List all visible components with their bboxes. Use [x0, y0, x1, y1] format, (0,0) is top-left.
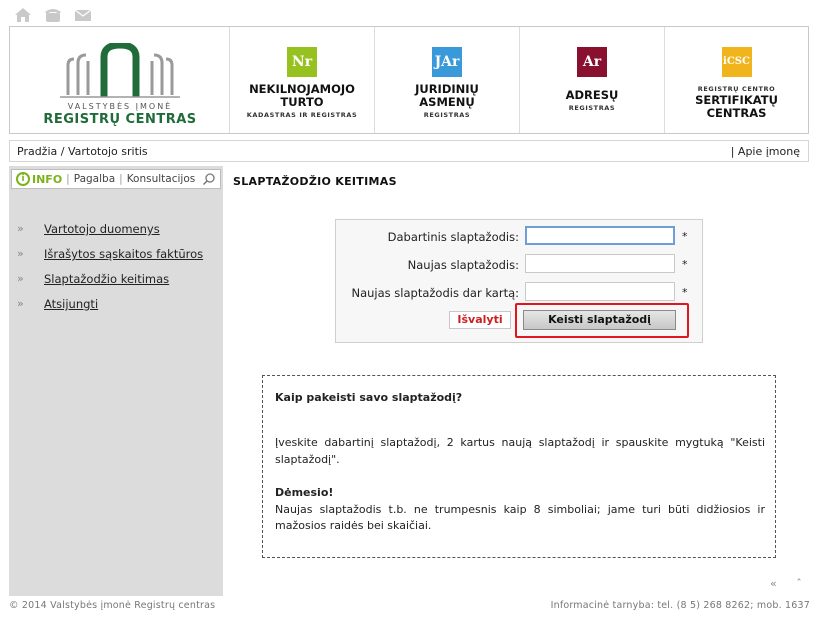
register-ja[interactable] — [375, 27, 520, 133]
form-row-new — [336, 254, 704, 274]
register-adresu-icon: Ar — [577, 47, 607, 77]
register-nt[interactable] — [230, 27, 375, 133]
register-sertifikatu-pre: REGISTRŲ CENTRO — [697, 85, 776, 93]
warning-title: Dėmesio! — [275, 486, 334, 499]
highlight-frame — [515, 303, 689, 338]
mail-icon[interactable] — [74, 7, 92, 23]
sidebar-item-label[interactable]: Išrašytos sąskaitos faktūros — [44, 247, 204, 261]
sidebar-menu — [17, 222, 203, 322]
new-password-input[interactable] — [525, 254, 675, 273]
sidebar-item-label[interactable]: Vartotojo duomenys — [44, 222, 160, 236]
page-title: SLAPTAŽODŽIO KEITIMAS — [233, 175, 397, 188]
password-change-form — [335, 219, 703, 343]
repeat-password-label: Naujas slaptažodis dar kartą: — [351, 286, 519, 300]
current-password-label: Dabartinis slaptažodis: — [387, 230, 519, 244]
brand-name: REGISTRŲ CENTRAS — [43, 112, 197, 127]
logo-mark-icon — [60, 43, 180, 99]
breadcrumb-bar — [9, 140, 809, 162]
breadcrumb[interactable]: Pradžia / Vartotojo sritis — [17, 145, 148, 158]
register-nt-icon: Nr — [287, 47, 317, 77]
separator: | — [66, 173, 70, 185]
chevron-right-icon: » — [17, 297, 24, 310]
form-row-repeat — [336, 282, 704, 302]
register-sertifikatu[interactable] — [665, 27, 808, 133]
required-mark: * — [682, 286, 688, 299]
register-sertifikatu-title-1: SERTIFIKATŲ — [695, 93, 778, 107]
help-body: Įveskite dabartinį slaptažodį, 2 kartus naują slaptažodį ir spauskite mygtuką "Keisti slaptažodį". — [275, 436, 765, 466]
help-box — [262, 375, 776, 558]
site-header — [9, 26, 809, 134]
chevron-right-icon: » — [17, 272, 24, 285]
sidebar-item-invoices[interactable] — [17, 247, 203, 272]
consultations-link[interactable]: Konsultacijos — [126, 173, 196, 185]
repeat-password-input[interactable] — [525, 282, 675, 301]
sidebar — [9, 166, 223, 596]
phone-icon[interactable] — [44, 7, 62, 23]
page-nav-arrows[interactable]: « ˆ — [770, 577, 810, 590]
search-icon[interactable] — [202, 172, 216, 186]
help-title: Kaip pakeisti savo slaptažodį? — [275, 391, 463, 404]
sidebar-item-label[interactable]: Slaptažodžio keitimas — [44, 272, 170, 286]
current-password-input[interactable] — [525, 226, 675, 245]
register-ja-icon: JAr — [432, 47, 462, 77]
registru-centras-logo[interactable] — [10, 27, 230, 133]
info-bar — [11, 169, 221, 189]
footer-copyright: © 2014 Valstybės įmonė Registrų centras — [9, 600, 216, 611]
form-row-current — [336, 226, 704, 246]
separator: | — [119, 173, 123, 185]
sidebar-item-logout[interactable] — [17, 297, 203, 322]
register-nt-sub: KADASTRAS IR REGISTRAS — [246, 111, 358, 119]
register-adresu-sub: REGISTRAS — [568, 104, 616, 112]
sidebar-item-password-change[interactable] — [17, 272, 203, 297]
footer-contact: Informacinė tarnyba: tel. (8 5) 268 8262; mob. 1637 — [550, 600, 810, 611]
brand-small-text: VALSTYBĖS ĮMONĖ — [67, 102, 173, 111]
register-adresu[interactable] — [520, 27, 665, 133]
info-label[interactable]: INFO — [32, 172, 63, 186]
register-ja-sub: REGISTRAS — [423, 111, 471, 119]
about-link[interactable]: | Apie įmonę — [730, 145, 800, 158]
clear-button[interactable]: Išvalyti — [449, 311, 511, 329]
top-utility-icons — [14, 6, 92, 24]
register-sertifikatu-icon: iCSC — [722, 47, 752, 77]
register-ja-title-2: ASMENŲ — [419, 95, 475, 109]
warning-body: Naujas slaptažodis t.b. ne trumpesnis kaip 8 simboliai; jame turi būti didžiosios ir mažosios raidės bei skaičiai. — [275, 503, 765, 532]
register-sertifikatu-title-2: CENTRAS — [706, 106, 767, 120]
register-ja-title-1: JURIDINIŲ — [415, 82, 479, 96]
new-password-label: Naujas slaptažodis: — [407, 258, 519, 272]
register-adresu-title: ADRESŲ — [565, 88, 619, 102]
required-mark: * — [682, 230, 688, 243]
chevron-right-icon: » — [17, 247, 24, 260]
register-nt-title-1: NEKILNOJAMOJO — [249, 82, 355, 96]
info-icon: i — [16, 172, 30, 186]
sidebar-item-user-data[interactable] — [17, 222, 203, 247]
home-icon[interactable] — [14, 7, 32, 23]
sidebar-item-label[interactable]: Atsijungti — [44, 297, 99, 311]
change-password-button[interactable]: Keisti slaptažodį — [523, 310, 676, 330]
required-mark: * — [682, 258, 688, 271]
chevron-right-icon: » — [17, 222, 24, 235]
help-link[interactable]: Pagalba — [73, 173, 116, 185]
register-nt-title-2: TURTO — [280, 95, 324, 109]
